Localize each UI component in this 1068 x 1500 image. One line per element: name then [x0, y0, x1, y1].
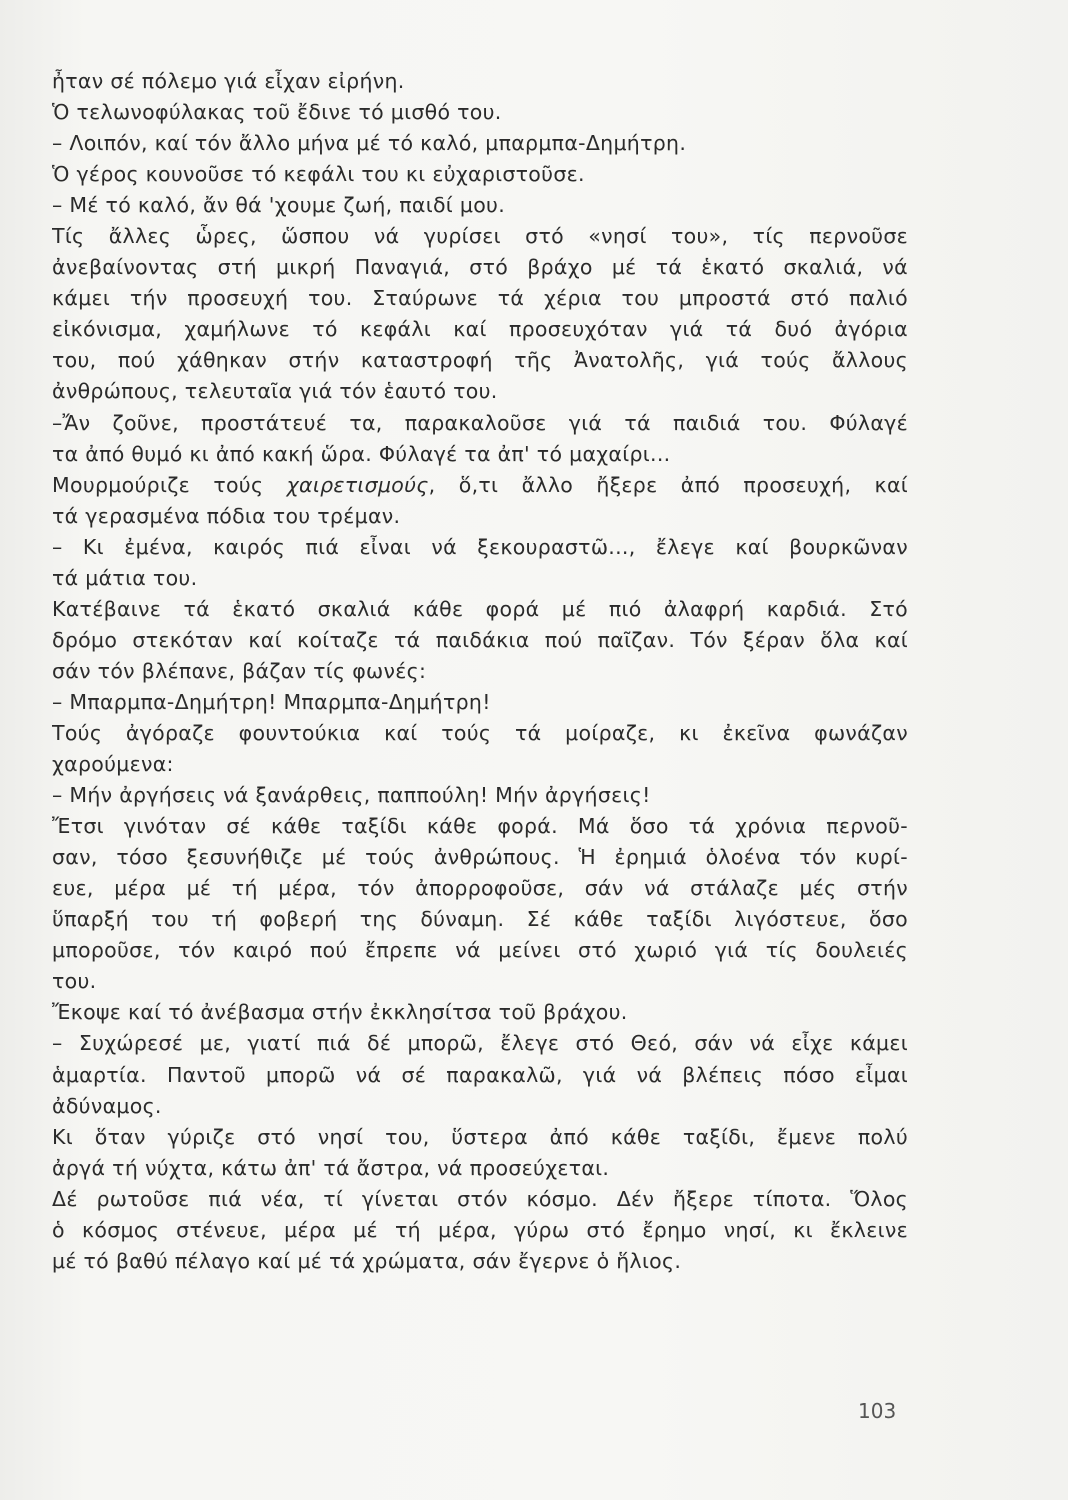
text-line: Ὁ τελωνοφύλακας τοῦ ἔδινε τό μισθό του.: [52, 100, 502, 125]
text-line: – Κι ἐμένα, καιρός πιά εἶναι νά ξεκουραστῶ..., ἔλεγε καί βουρκῶναν: [52, 534, 908, 559]
text-line: ἦταν σέ πόλεμο γιά εἶχαν εἰρήνη.: [52, 69, 405, 93]
page-text: [52, 66, 908, 1277]
text-line: Κατέβαινε τά ἑκατό σκαλιά κάθε φορά μέ πιό ἀλαφρή καρδιά. Στό: [52, 596, 908, 621]
text-line: Μουρμούριζε τούς χαιρετισμούς, ὅ,τι ἄλλο ἤξερε ἀπό προσευχή, καί: [52, 472, 908, 497]
text-line: ευε, μέρα μέ τή μέρα, τόν ἀπορροφοῦσε, σάν νά στάλαζε μές στήν: [52, 876, 908, 901]
text-line: εἰκόνισμα, χαμήλωνε τό κεφάλι καί προσευχόταν γιά τά δυό ἀγόρια: [52, 317, 908, 342]
text-line: – Μπαρμπα-Δημήτρη! Μπαρμπα-Δημήτρη!: [52, 689, 491, 714]
page-number: 103: [858, 1399, 897, 1423]
text-line: Κι ὅταν γύριζε στό νησί του, ὕστερα ἀπό κάθε ταξίδι, ἔμενε πολύ: [52, 1124, 908, 1149]
italic-word: χαιρετισμούς: [286, 472, 429, 497]
text-line: ἀνθρώπους, τελευταῖα γιά τόν ἑαυτό του.: [52, 379, 498, 404]
text-line: ἀργά τή νύχτα, κάτω ἀπ' τά ἄστρα, νά προσεύχεται.: [52, 1155, 610, 1180]
text-line: Δέ ρωτοῦσε πιά νέα, τί γίνεται στόν κόσμο. Δέν ἤξερε τίποτα. Ὅλος: [52, 1186, 908, 1211]
text-line: ὁ κόσμος στένευε, μέρα μέ τή μέρα, γύρω στό ἔρημο νησί, κι ἔκλεινε: [52, 1217, 908, 1242]
text-line: – Λοιπόν, καί τόν ἄλλο μήνα μέ τό καλό, μπαρμπα-Δημήτρη.: [52, 131, 687, 156]
text-line: ὕπαρξή του τή φοβερή της δύναμη. Σέ κάθε ταξίδι λιγόστευε, ὅσο: [52, 907, 908, 932]
text-line: σάν τόν βλέπανε, βάζαν τίς φωνές:: [52, 658, 427, 683]
text-line: σαν, τόσο ξεσυνήθιζε μέ τούς ἀνθρώπους. Ἡ ἐρημιά ὁλοένα τόν κυρί-: [52, 845, 908, 870]
text-line: – Μέ τό καλό, ἄν θά 'χουμε ζωή, παιδί μου.: [52, 193, 506, 218]
text-line: Ἔκοψε καί τό ἀνέβασμα στήν ἐκκλησίτσα τοῦ βράχου.: [52, 1000, 628, 1025]
text-line: τα ἀπό θυμό κι ἀπό κακή ὥρα. Φύλαγέ τα ἀπ' τό μαχαίρι...: [52, 441, 671, 466]
text-line: Ἔτσι γινόταν σέ κάθε ταξίδι κάθε φορά. Μά ὅσο τά χρόνια περνοῦ-: [52, 814, 908, 839]
text-line: Ὁ γέρος κουνοῦσε τό κεφάλι του κι εὐχαριστοῦσε.: [52, 162, 585, 187]
text-line: δρόμο στεκόταν καί κοίταζε τά παιδάκια πού παῖζαν. Τόν ξέραν ὅλα καί: [52, 627, 908, 652]
text-line: μέ τό βαθύ πέλαγο καί μέ τά χρώματα, σάν ἔγερνε ὁ ἥλιος.: [52, 1248, 682, 1273]
text-line: – Συχώρεσέ με, γιατί πιά δέ μπορῶ, ἔλεγε στό Θεό, σάν νά εἶχε κάμει: [52, 1031, 908, 1056]
text-line: του, πού χάθηκαν στήν καταστροφή τῆς Ἀνατολῆς, γιά τούς ἄλλους: [52, 348, 908, 373]
text-line: ἀδύναμος.: [52, 1093, 162, 1118]
text-line: μποροῦσε, τόν καιρό πού ἔπρεπε νά μείνει στό χωριό γιά τίς δουλειές: [52, 938, 908, 963]
text-line: Τίς ἄλλες ὧρες, ὥσπου νά γυρίσει στό «νησί του», τίς περνοῦσε: [52, 224, 908, 249]
text-line: –Ἄν ζοῦνε, προστάτευέ τα, παρακαλοῦσε γιά τά παιδιά του. Φύλαγέ: [52, 410, 908, 435]
text-line: τά μάτια του.: [52, 565, 198, 590]
text-line: του.: [52, 969, 97, 994]
text-line: Τούς ἀγόραζε φουντούκια καί τούς τά μοίραζε, κι ἐκεῖνα φωνάζαν: [52, 720, 908, 745]
text-line: τά γερασμένα πόδια του τρέμαν.: [52, 503, 401, 528]
text-line: – Μήν ἀργήσεις νά ξανάρθεις, παππούλη! Μήν ἀργήσεις!: [52, 783, 651, 808]
text-line: ἁμαρτία. Παντοῦ μπορῶ νά σέ παρακαλῶ, γιά νά βλέπεις πόσο εἶμαι: [52, 1062, 908, 1087]
text-line: ἀνεβαίνοντας στή μικρή Παναγιά, στό βράχο μέ τά ἑκατό σκαλιά, νά: [52, 255, 908, 280]
text-line: κάμει τήν προσευχή του. Σταύρωνε τά χέρια του μπροστά στό παλιό: [52, 286, 908, 311]
text-line: χαρούμενα:: [52, 752, 174, 777]
